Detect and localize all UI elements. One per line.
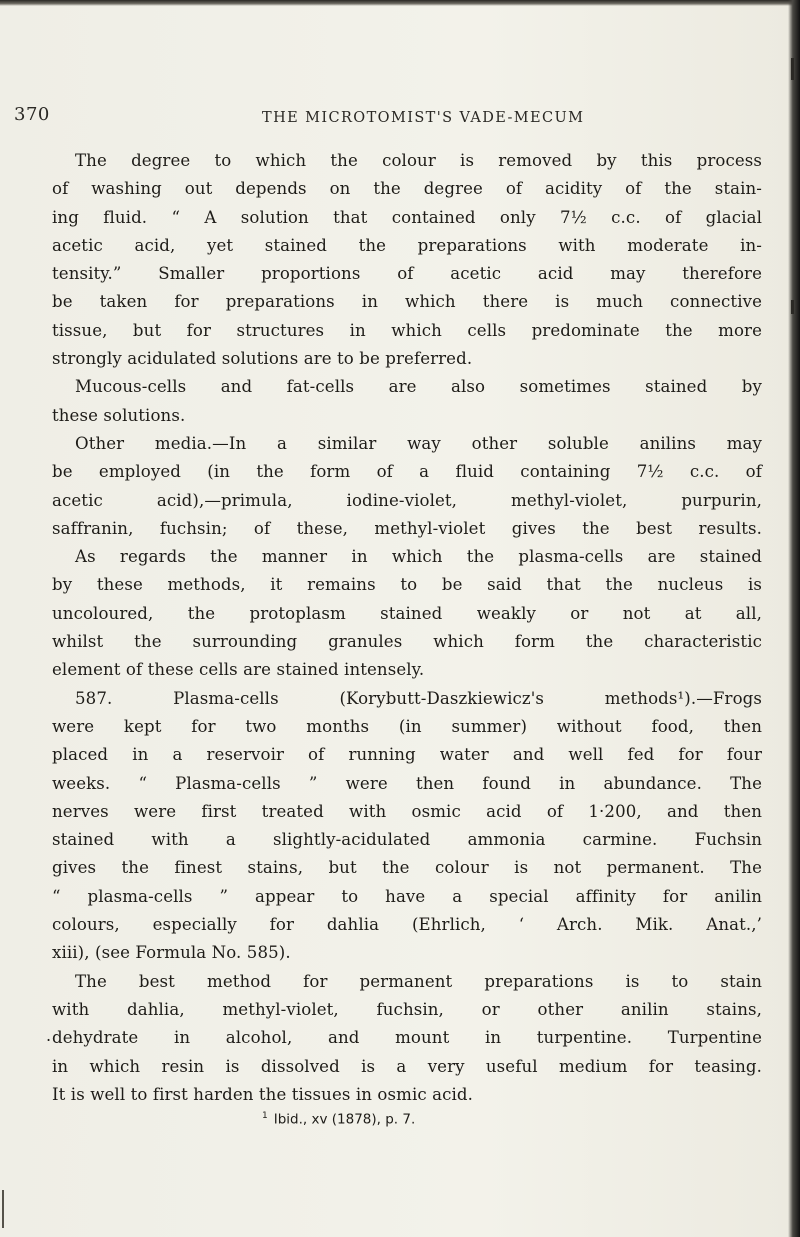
text-line: acetic acid, yet stained the preparations with moderate in- [52,235,762,255]
text-line: be taken for preparations in which there is much connective [52,292,762,312]
text-line: . dehydrate in alcohol, and mount in turpentine. Turpentine [52,1024,762,1052]
text-line: Other media.—In a similar way other soluble anilins may [75,433,762,453]
text-line: saffranin, fuchsin; of these, methyl-violet gives the best results. [52,518,762,538]
body-text [52,147,762,1109]
text-line: “ plasma-cells ” appear to have a special affinity for anilin [52,886,762,906]
text-line: be employed (in the form of a fluid containing 7½ c.c. of [52,462,762,482]
edge-mark [791,300,794,314]
footnote-text: Ibid., xv (1878), p. 7. [273,1111,416,1128]
text-line: weeks. “ Plasma-cells ” were then found in abundance. The [52,773,762,793]
text-line: placed in a reservoir of running water and well fed for four [52,745,762,765]
text-line: these solutions. [52,405,186,425]
text-line: It is well to first harden the tissues in osmic acid. [52,1084,474,1104]
text-line: colours, especially for dahlia (Ehrlich, ‘ Arch. Mik. Anat.,’ [52,915,762,935]
text-line: were kept for two months (in summer) without food, then [52,716,762,736]
text-line: by these methods, it remains to be said that the nucleus is [52,575,762,595]
text-line: tensity.” Smaller proportions of acetic acid may therefore [52,264,762,284]
top-edge-shadow [0,0,800,6]
text-line: strongly acidulated solutions are to be preferred. [52,349,473,369]
text-line: element of these cells are stained intensely. [52,660,425,680]
text-line: tissue, but for structures in which cells predominate the more [52,320,762,340]
text-line: acetic acid),—primula, iodine-violet, methyl-violet, purpurin, [52,490,762,510]
text-line: stained with a slightly-acidulated ammonia carmine. Fuchsin [52,830,762,850]
text-line: The best method for permanent preparations is to stain [75,971,762,991]
footnote [262,1106,415,1130]
text-line: As regards the manner in which the plasma-cells are stained [75,547,762,567]
text-line: with dahlia, methyl-violet, fuchsin, or other anilin stains, [52,999,762,1019]
page-number: 370 [14,104,50,125]
text-line: of washing out depends on the degree of acidity of the stain- [52,179,762,199]
text-line: The degree to which the colour is removed by this process [75,151,762,170]
running-head: THE MICROTOMIST'S VADE-MECUM [262,110,585,126]
text-line: in which resin is dissolved is a very useful medium for teasing. [52,1056,762,1076]
text-line: ing fluid. “ A solution that contained only 7½ c.c. of glacial [52,207,762,227]
binding-edge-shadow [788,0,800,1237]
text-line: 587. Plasma-cells (Korybutt-Daszkiewicz's methods¹).—Frogs [75,688,762,708]
text-line: nerves were first treated with osmic acid of 1·200, and then [52,801,762,821]
text-line: xiii), (see Formula No. 585). [52,943,291,963]
footnote-marker: 1 [262,1111,268,1121]
margin-smudge [2,1190,4,1228]
text-line: gives the finest stains, but the colour is not permanent. The [52,858,762,878]
text-line: whilst the surrounding granules which form the characteristic [52,632,762,652]
text-line: uncoloured, the protoplasm stained weakly or not at all, [52,603,762,623]
text-line: Mucous-cells and fat-cells are also sometimes stained by [75,377,762,397]
edge-mark [791,58,794,80]
